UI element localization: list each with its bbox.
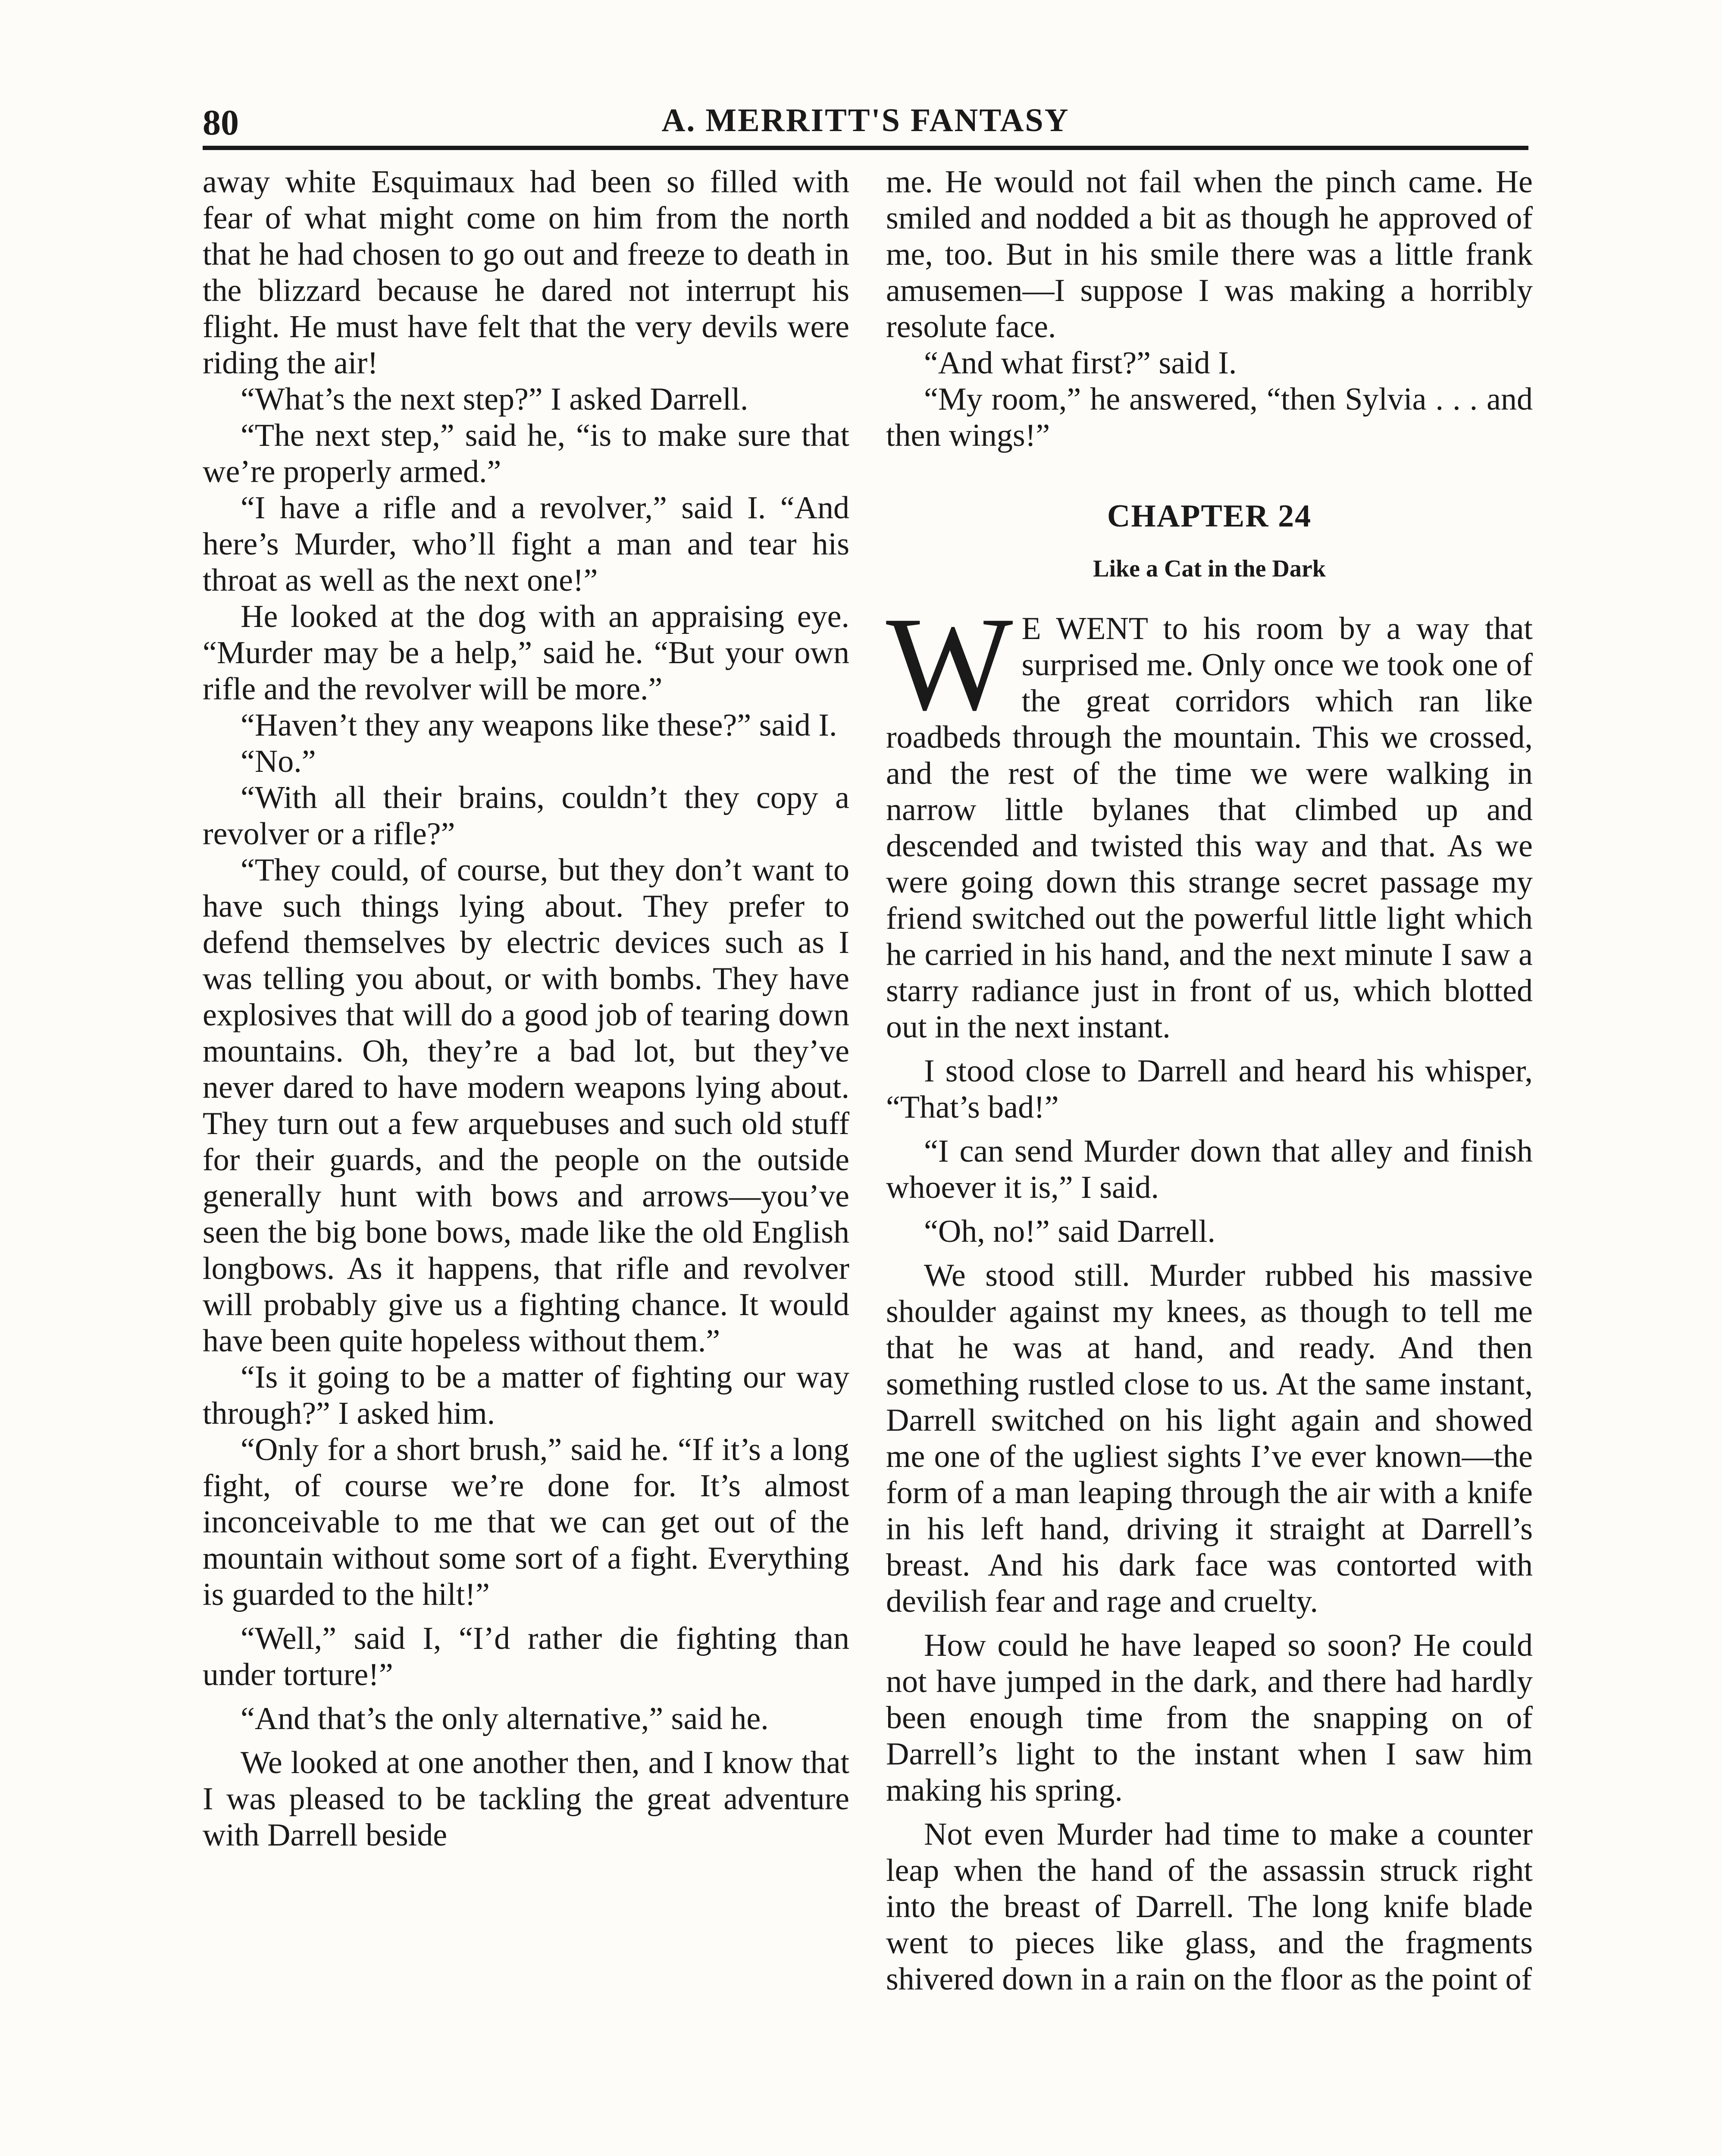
paragraph: “The next step,” said he, “is to make sure that we’re properly armed.” <box>203 418 849 489</box>
paragraph: “Is it going to be a matter of fighting our way through?” I asked him. <box>203 1360 849 1431</box>
running-title: A. MERRITT'S FANTASY <box>661 102 1070 138</box>
paragraph: We stood still. Murder rubbed his massive shoulder against my knees, as though to tell me that he was at hand, and ready. And then something rustled close to us. At the same instant, Darrell switched on his light again and showed me one of the ugliest sights I’ve ever known—the form of a man leaping through the air with a knife in his left hand, driving it straight at Darrell’s breast. And his dark face was contorted with devilish fear and rage and cruelty. <box>886 1258 1533 1619</box>
paragraph: We looked at one another then, and I know that I was pleased to be tackling the great adventure with Darrell beside <box>203 1745 849 1853</box>
paragraph: “Well,” said I, “I’d rather die fighting than under torture!” <box>203 1621 849 1692</box>
page-number: 80 <box>203 103 239 143</box>
paragraph: away white Esquimaux had been so filled with fear of what might come on him from the north that he had chosen to go out and freeze to death in the blizzard because he dared not interrupt his flight. He must have felt that the very devils were riding the air! <box>203 164 849 381</box>
paragraph: me. He would not fail when the pinch came. He smiled and nodded a bit as though he approved of me, too. But in his smile there was a little frank amusemen—I suppose I was making a horribly resolute face. <box>886 164 1533 345</box>
paragraph: “No.” <box>241 744 316 779</box>
right-column <box>886 164 1533 2156</box>
paragraph: “I can send Murder down that alley and finish whoever it is,” I said. <box>886 1134 1533 1205</box>
left-column <box>203 164 849 2156</box>
chapter-subtitle: Like a Cat in the Dark <box>1093 555 1326 582</box>
paragraph: “With all their brains, couldn’t they copy a revolver or a rifle?” <box>203 780 849 852</box>
paragraph: “Only for a short brush,” said he. “If it’s a long fight, of course we’re done for. It’s almost inconceivable to me that we can get out of the mountain without some sort of a fight. Everything is guarded to the hilt!” <box>203 1432 849 1612</box>
chapter-title: CHAPTER 24 <box>1107 498 1312 534</box>
paragraph: How could he have leaped so soon? He could not have jumped in the dark, and there had hardly been enough time from the snapping on of Darrell’s light to the instant when I saw him making his spring. <box>886 1628 1533 1808</box>
chapter-opening-paragraph <box>886 589 1533 1045</box>
paragraph: I stood close to Darrell and heard his whisper, “That’s bad!” <box>886 1053 1533 1125</box>
paragraph: “My room,” he answered, “then Sylvia . . . and then wings!” <box>886 382 1533 453</box>
paragraph: “And that’s the only alternative,” said he. <box>241 1701 769 1736</box>
opening-text: E WENT to his room by a way that surprised me. Only once we took one of the great corridors which ran like roadbeds through the mountain. This we crossed, and the rest of the time we were walking in narrow little bylanes that climbed up and descended and twisted this way and that. As we were going down this strange secret passage my friend switched out the powerful little light which he carried in his hand, and the next minute I saw a starry radiance just in front of us, which blotted out in the next instant. <box>886 611 1533 1045</box>
page-header <box>203 97 1528 145</box>
paragraph: “Haven’t they any weapons like these?” said I. <box>241 708 837 743</box>
paragraph: “And what first?” said I. <box>924 345 1237 381</box>
paragraph: Not even Murder had time to make a counter leap when the hand of the assassin struck right into the breast of Darrell. The long knife blade went to pieces like glass, and the fragments shivered down in a rain on the floor as the point of <box>886 1817 1533 1997</box>
paragraph: He looked at the dog with an appraising eye. “Murder may be a help,” said he. “But your own rifle and the revolver will be more.” <box>203 599 849 707</box>
paragraph: “They could, of course, but they don’t want to have such things lying about. They prefer to defend themselves by electric devices such as I was telling you about, or with bombs. They have explosives that will do a good job of tearing down mountains. Oh, they’re a bad lot, but they’ve never dared to have modern weapons lying about. They turn out a few arquebuses and such old stuff for their guards, and the people on the outside generally hunt with bows and arrows—you’ve seen the big bone bows, made like the old English longbows. As it happens, that rifle and revolver will probably give us a fighting chance. It would have been quite hopeless without them.” <box>203 852 849 1359</box>
header-rule <box>203 146 1528 150</box>
paragraph: “Oh, no!” said Darrell. <box>924 1214 1216 1249</box>
paragraph: “I have a rifle and a revolver,” said I. “And here’s Murder, who’ll fight a man and tear his throat as well as the next one!” <box>203 490 849 598</box>
paragraph: “What’s the next step?” I asked Darrell. <box>241 382 748 417</box>
drop-cap: W <box>886 589 1013 738</box>
